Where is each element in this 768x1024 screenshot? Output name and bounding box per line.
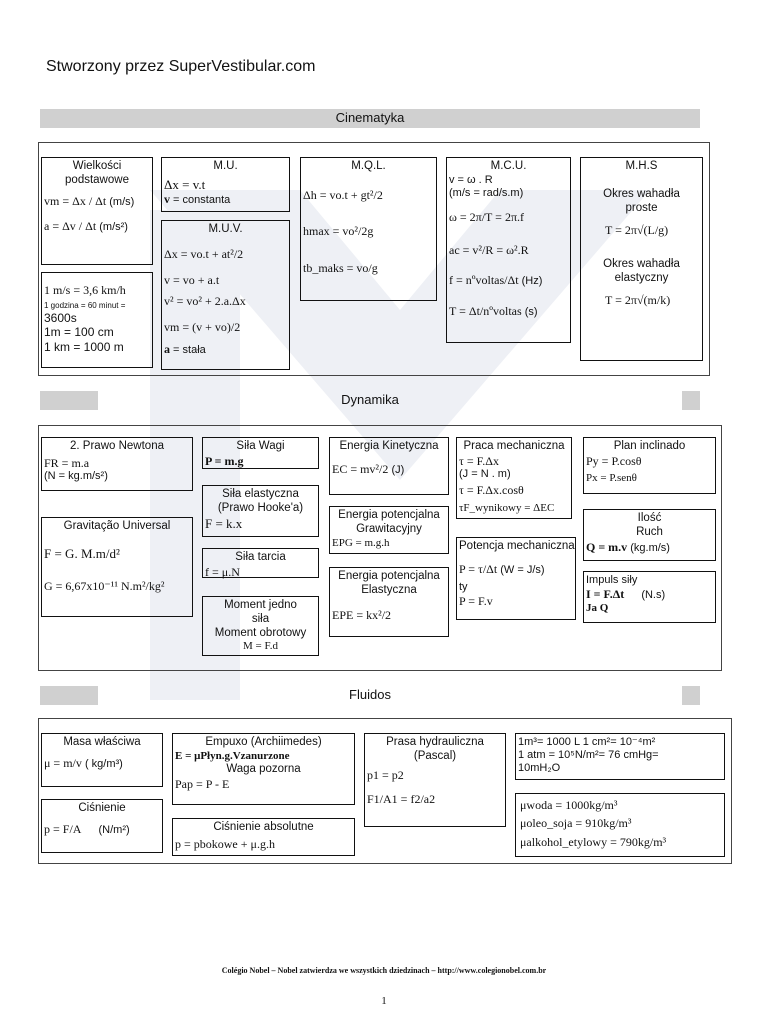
kinetic-energy-box: Energia Kinetyczna EC = mv²/2 (J) bbox=[329, 437, 449, 495]
liquid-densities-box: μwoda = 1000kg/m³ μoleo_soja = 910kg/m³ μalkohol_etylowy = 790kg/m³ bbox=[515, 793, 725, 857]
section-title-dynamics: Dynamika bbox=[341, 392, 399, 407]
section-title-kinematics: Cinematyka bbox=[335, 110, 405, 125]
site-title: Stworzony przez SuperVestibular.com bbox=[46, 58, 316, 75]
page-number: 1 bbox=[381, 995, 387, 1007]
mechanical-power-box: Potencja mechaniczna P = τ/Δt (W = J/s) ty P = F.v bbox=[456, 537, 576, 620]
mcu-box: M.C.U. v = ω . R (m/s = rad/s.m) ω = 2π/T = 2π.f ac = v²/R = ω².R f = nºvoltas/Δt (Hz) T = Δt/nºvoltas (s) bbox=[446, 157, 571, 343]
section-title-fluids: Fluidos bbox=[349, 687, 391, 702]
absolute-pressure-box: Ciśnienie absolutne p = pbokowe + μ.g.h bbox=[172, 818, 355, 856]
friction-force-box: Siła tarcia f = μ.N bbox=[202, 548, 319, 578]
elastic-force-box: Siła elastyczna (Prawo Hooke'a) F = k.x bbox=[202, 485, 319, 537]
momentum-box: Ilość Ruch Q = m.v (kg.m/s) bbox=[583, 509, 716, 561]
hydraulic-press-box: Prasa hydrauliczna (Pascal) p1 = p2 F1/A1 = f2/a2 bbox=[364, 733, 506, 827]
buoyancy-box: Empuxo (Archiimedes) E = μPłyn.g.Vzanurzone Waga pozorna Pap = P - E bbox=[172, 733, 355, 805]
elastic-pe-box: Energia potencjalna Elastyczna EPE = kx²/2 bbox=[329, 567, 449, 637]
acceleration-formula: a = Δv / Δt bbox=[44, 218, 97, 233]
mu-box: M.U. Δx = v.t v = constanta bbox=[161, 157, 290, 212]
mql-box: M.Q.L. Δh = vo.t + gt²/2 hmax = vo²/2g tb_maks = vo/g bbox=[300, 157, 437, 301]
fluid-units-box: 1m³= 1000 L 1 cm²= 10⁻⁴m² 1 atm = 10⁵N/m²= 76 cmHg= 10mH₂O bbox=[515, 733, 725, 780]
footer-text: Colégio Nobel – Nobel zatwierdza we wszystkich dziedzinach – http://www.colegionobel.com.br bbox=[221, 966, 547, 975]
gravitational-pe-box: Energia potencjalna Grawitacyjny EPG = m.g.h bbox=[329, 506, 449, 554]
unit-conversion-box: 1 m/s = 3,6 km/h 1 godzina = 60 minut = 3600s 1m = 100 cm 1 km = 1000 m bbox=[41, 272, 153, 368]
avg-velocity-formula: vm = Δx / Δt bbox=[44, 193, 107, 208]
torque-box: Moment jedno siła Moment obrotowy M = F.d bbox=[202, 596, 319, 656]
mu-displacement-formula: Δx = v.t bbox=[164, 176, 206, 192]
muv-box: M.U.V. Δx = vo.t + at²/2 v = vo + a.t v² = vo² + 2.a.Δx vm = (v + vo)/2 a = stała bbox=[161, 220, 290, 370]
density-box: Masa właściwa μ = m/v ( kg/m³) bbox=[41, 733, 163, 787]
newton-second-law-box: 2. Prawo Newtona FR = m.a (N = kg.m/s²) bbox=[41, 437, 193, 491]
mhs-box: M.H.S Okres wahadła proste T = 2π√(L/g) Okres wahadła elastyczny T = 2π√(m/k) bbox=[580, 157, 703, 361]
inclined-plane-box: Plan inclinado Py = P.cosθ Px = P.senθ bbox=[583, 437, 716, 494]
basic-quantities-box: Wielkości podstawowe vm = Δx / Δt (m/s) a = Δv / Δt (m/s²) bbox=[41, 157, 153, 265]
universal-gravitation-box: Gravitação Universal F = G. M.m/d² G = 6,67x10⁻¹¹ N.m²/kg² bbox=[41, 517, 193, 617]
speed-conversion-formula: 1 m/s = 3,6 km/h bbox=[44, 283, 126, 297]
weight-force-box: Siła Wagi P = m.g bbox=[202, 437, 319, 469]
impulse-box: Impuls siły I = F.Δt (N.s) Ja Q bbox=[583, 571, 716, 623]
pressure-box: Ciśnienie p = F/A (N/m²) bbox=[41, 799, 163, 853]
mechanical-work-box: Praca mechaniczna τ = F.Δx (J = N . m) τ = F.Δx.cosθ τF_wynikowy = ΔEC bbox=[456, 437, 572, 519]
